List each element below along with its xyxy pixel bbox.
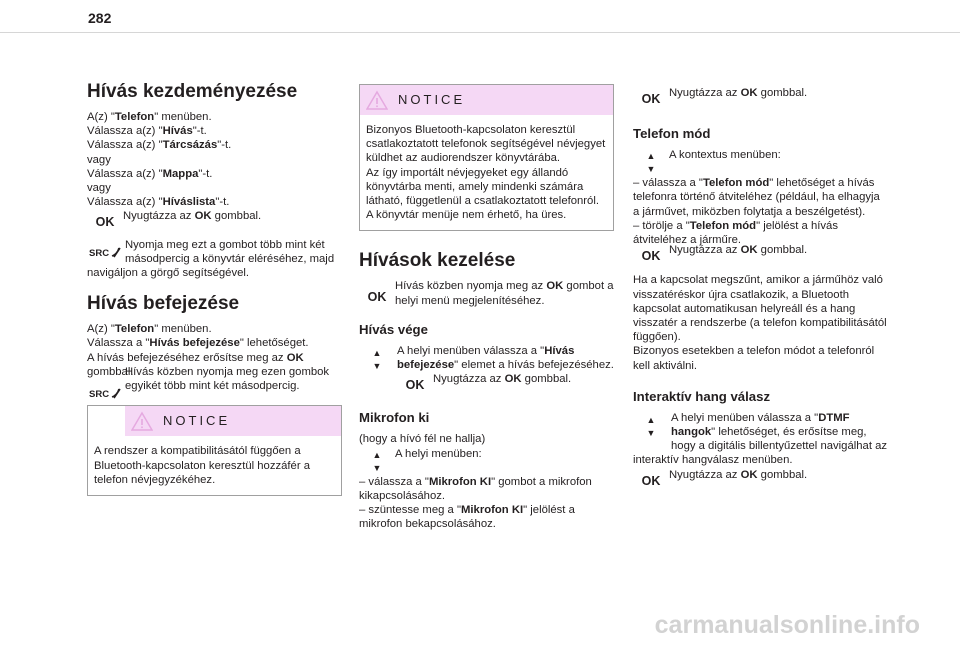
- heading-call-management: Hívások kezelése: [359, 250, 516, 272]
- c1-line-3: vagy: [87, 153, 111, 166]
- c1-end-line-1: Válassza a "Hívás befejezése" lehetőséget.: [87, 337, 309, 350]
- phone-mode-option-2: – törölje a "Telefon mód" jelölést a hívás átviteléhez a járműre.: [633, 219, 838, 247]
- c1-line-4: Válassza a(z) "Mappa"-t.: [87, 167, 213, 180]
- reconnect-para: Ha a kapcsolat megszűnt, amikor a járműhöz való visszatéréskor újra csatlakozik, a Bluetooth kapcsolat automatikusan helyreáll és a hang visszatér a rendszerbe (a telefon kompatibilitásától függően).: [633, 274, 887, 344]
- ok-step: [397, 372, 614, 392]
- c1-end-line-3: gombbal.: [87, 365, 134, 378]
- ok-step: [633, 86, 888, 106]
- ok-step-text: Nyugtázza az OK gombbal.: [433, 373, 572, 386]
- mic-option-2: – szüntesse meg a "Mikrofon KI" jelölést a mikrofon bekapcsolásához.: [359, 504, 575, 531]
- page-number: 282: [88, 10, 112, 26]
- src-phone-icon: [87, 379, 123, 407]
- activation-para: Bizonyos esetekben a telefon módot a telefonról kell aktiválni.: [633, 345, 875, 372]
- up-down-arrows-icon: ▲ ▼: [372, 449, 382, 473]
- ok-button-icon: OK: [95, 215, 115, 230]
- ok-step-text: Nyugtázza az OK gombbal.: [669, 87, 808, 99]
- header-rule: [0, 32, 960, 33]
- notice-box-2: [359, 84, 614, 231]
- arrow-step: [359, 447, 614, 475]
- notice-body: A rendszer a kompatibilitásától függően a Bluetooth-kapcsolaton keresztül hozzáfér a telefon névjegyzékéhez.: [94, 445, 311, 486]
- c1-line-1: Válassza a(z) "Hívás"-t.: [87, 125, 207, 138]
- ok-step-text: Nyugtázza az OK gombbal.: [669, 244, 808, 257]
- heading-call-end: Hívás befejezése: [87, 293, 240, 315]
- column-1: [87, 80, 342, 496]
- notice-title: NOTICE: [163, 413, 231, 429]
- arrow-step: [633, 411, 888, 468]
- c1-end-line-0: A(z) "Telefon" menüben.: [87, 323, 212, 336]
- heading-call-start: Hívás kezdeményezése: [87, 81, 298, 102]
- c1-end-line-2: A hívás befejezéséhez erősítse meg az OK: [87, 351, 304, 364]
- ok-step-text: Nyugtázza az OK gombbal.: [669, 468, 808, 481]
- column-3: [633, 86, 888, 488]
- ok-step-text: Hívás közben nyomja meg az OK gombot a helyi menü megjelenítéséhez.: [395, 280, 614, 307]
- ok-button-icon: OK: [367, 289, 387, 304]
- src-phone-icon: [87, 238, 123, 266]
- notice-line: A könyvtár menüje nem érhető, ha üres.: [366, 209, 567, 222]
- ok-step: [359, 279, 614, 307]
- notice-body: [360, 115, 613, 230]
- mic-option-1: – válassza a "Mikrofon KI" gombot a mikrofon kikapcsolásához.: [359, 475, 592, 502]
- arrow-step-text: A kontextus menüben:: [669, 149, 781, 162]
- src-step-text: Nyomja meg ezt a gombot több mint két másodpercig a könyvtár eléréséhez, majd navigáljon a görgő segítségével.: [87, 238, 335, 280]
- warning-triangle-icon: [366, 90, 388, 110]
- svg-text:SRC: SRC: [89, 247, 110, 259]
- c1-line-6: Válassza a(z) "Híváslista"-t.: [87, 196, 230, 209]
- arrow-step-text: A helyi menüben válassza a "Hívás befejezése" elemet a hívás befejezéséhez.: [397, 344, 614, 372]
- ok-button-icon: OK: [641, 92, 661, 106]
- c1-line-5: vagy: [87, 182, 111, 195]
- watermark-footer: carmanualsonline.info: [654, 611, 920, 639]
- src-step: [87, 238, 342, 281]
- ok-step: [87, 209, 342, 229]
- src-step-2-text: Hívás közben nyomja meg ezen gombok egyikét több mint két másodpercig.: [125, 366, 330, 393]
- arrow-step: [633, 148, 888, 176]
- heading-call-end-2: Hívás vége: [359, 321, 428, 337]
- mic-intro: (hogy a hívó fél ne hallja): [359, 433, 486, 446]
- arrow-step-text: A helyi menüben válassza a "DTMF hangok" lehetőséget, és erősítse meg, hogy a digitális billentyűzettel navigálhat az interaktív hangválasz menüben.: [633, 411, 888, 467]
- heading-phone-mode: Telefon mód: [633, 126, 711, 142]
- ok-button-icon: OK: [641, 473, 661, 488]
- c1-line-2: Válassza a(z) "Tárcsázás"-t.: [87, 139, 232, 152]
- column-2: [359, 84, 614, 531]
- svg-text:SRC: SRC: [89, 389, 110, 401]
- ok-step-text: Nyugtázza az OK gombbal.: [123, 210, 262, 223]
- c1-line-0: A(z) "Telefon" menüben.: [87, 111, 212, 123]
- ok-step: [633, 468, 888, 488]
- notice-header: [360, 85, 613, 115]
- ok-button-icon: OK: [405, 378, 425, 393]
- up-down-arrows-icon: ▲ ▼: [646, 151, 656, 175]
- warning-triangle-icon: [131, 411, 153, 431]
- up-down-arrows-icon: ▲ ▼: [372, 347, 382, 371]
- phone-mode-option-1: – válassza a "Telefon mód" lehetőséget a hívás telefonra történő átviteléhez (például, ha elhagyja a járművet, miközben folytatja a beszélgetést).: [633, 177, 880, 218]
- arrow-step: [359, 344, 614, 372]
- notice-line: Bizonyos Bluetooth-kapcsolaton keresztül csatlakoztatott telefonok segítségével névjegyet küldhet az audiorendszer könyvtárába.: [366, 124, 606, 165]
- ok-step: [633, 243, 888, 263]
- up-down-arrows-icon: ▲ ▼: [646, 414, 656, 438]
- arrow-step-text: A helyi menüben:: [395, 447, 482, 460]
- src-step-2: [87, 365, 342, 401]
- ok-button-icon: OK: [641, 249, 661, 264]
- notice-title: NOTICE: [398, 91, 466, 107]
- notice-box-1: [87, 405, 342, 496]
- heading-ivr: Interaktív hang válasz: [633, 388, 771, 404]
- notice-line: Az így importált névjegyeket egy állandó könyvtárba menti, amely mindenki számára látható, függetlenül a csatlakoztatott telefonról.: [366, 166, 599, 208]
- heading-mic-off: Mikrofon ki: [359, 410, 430, 426]
- notice-header: [125, 406, 341, 436]
